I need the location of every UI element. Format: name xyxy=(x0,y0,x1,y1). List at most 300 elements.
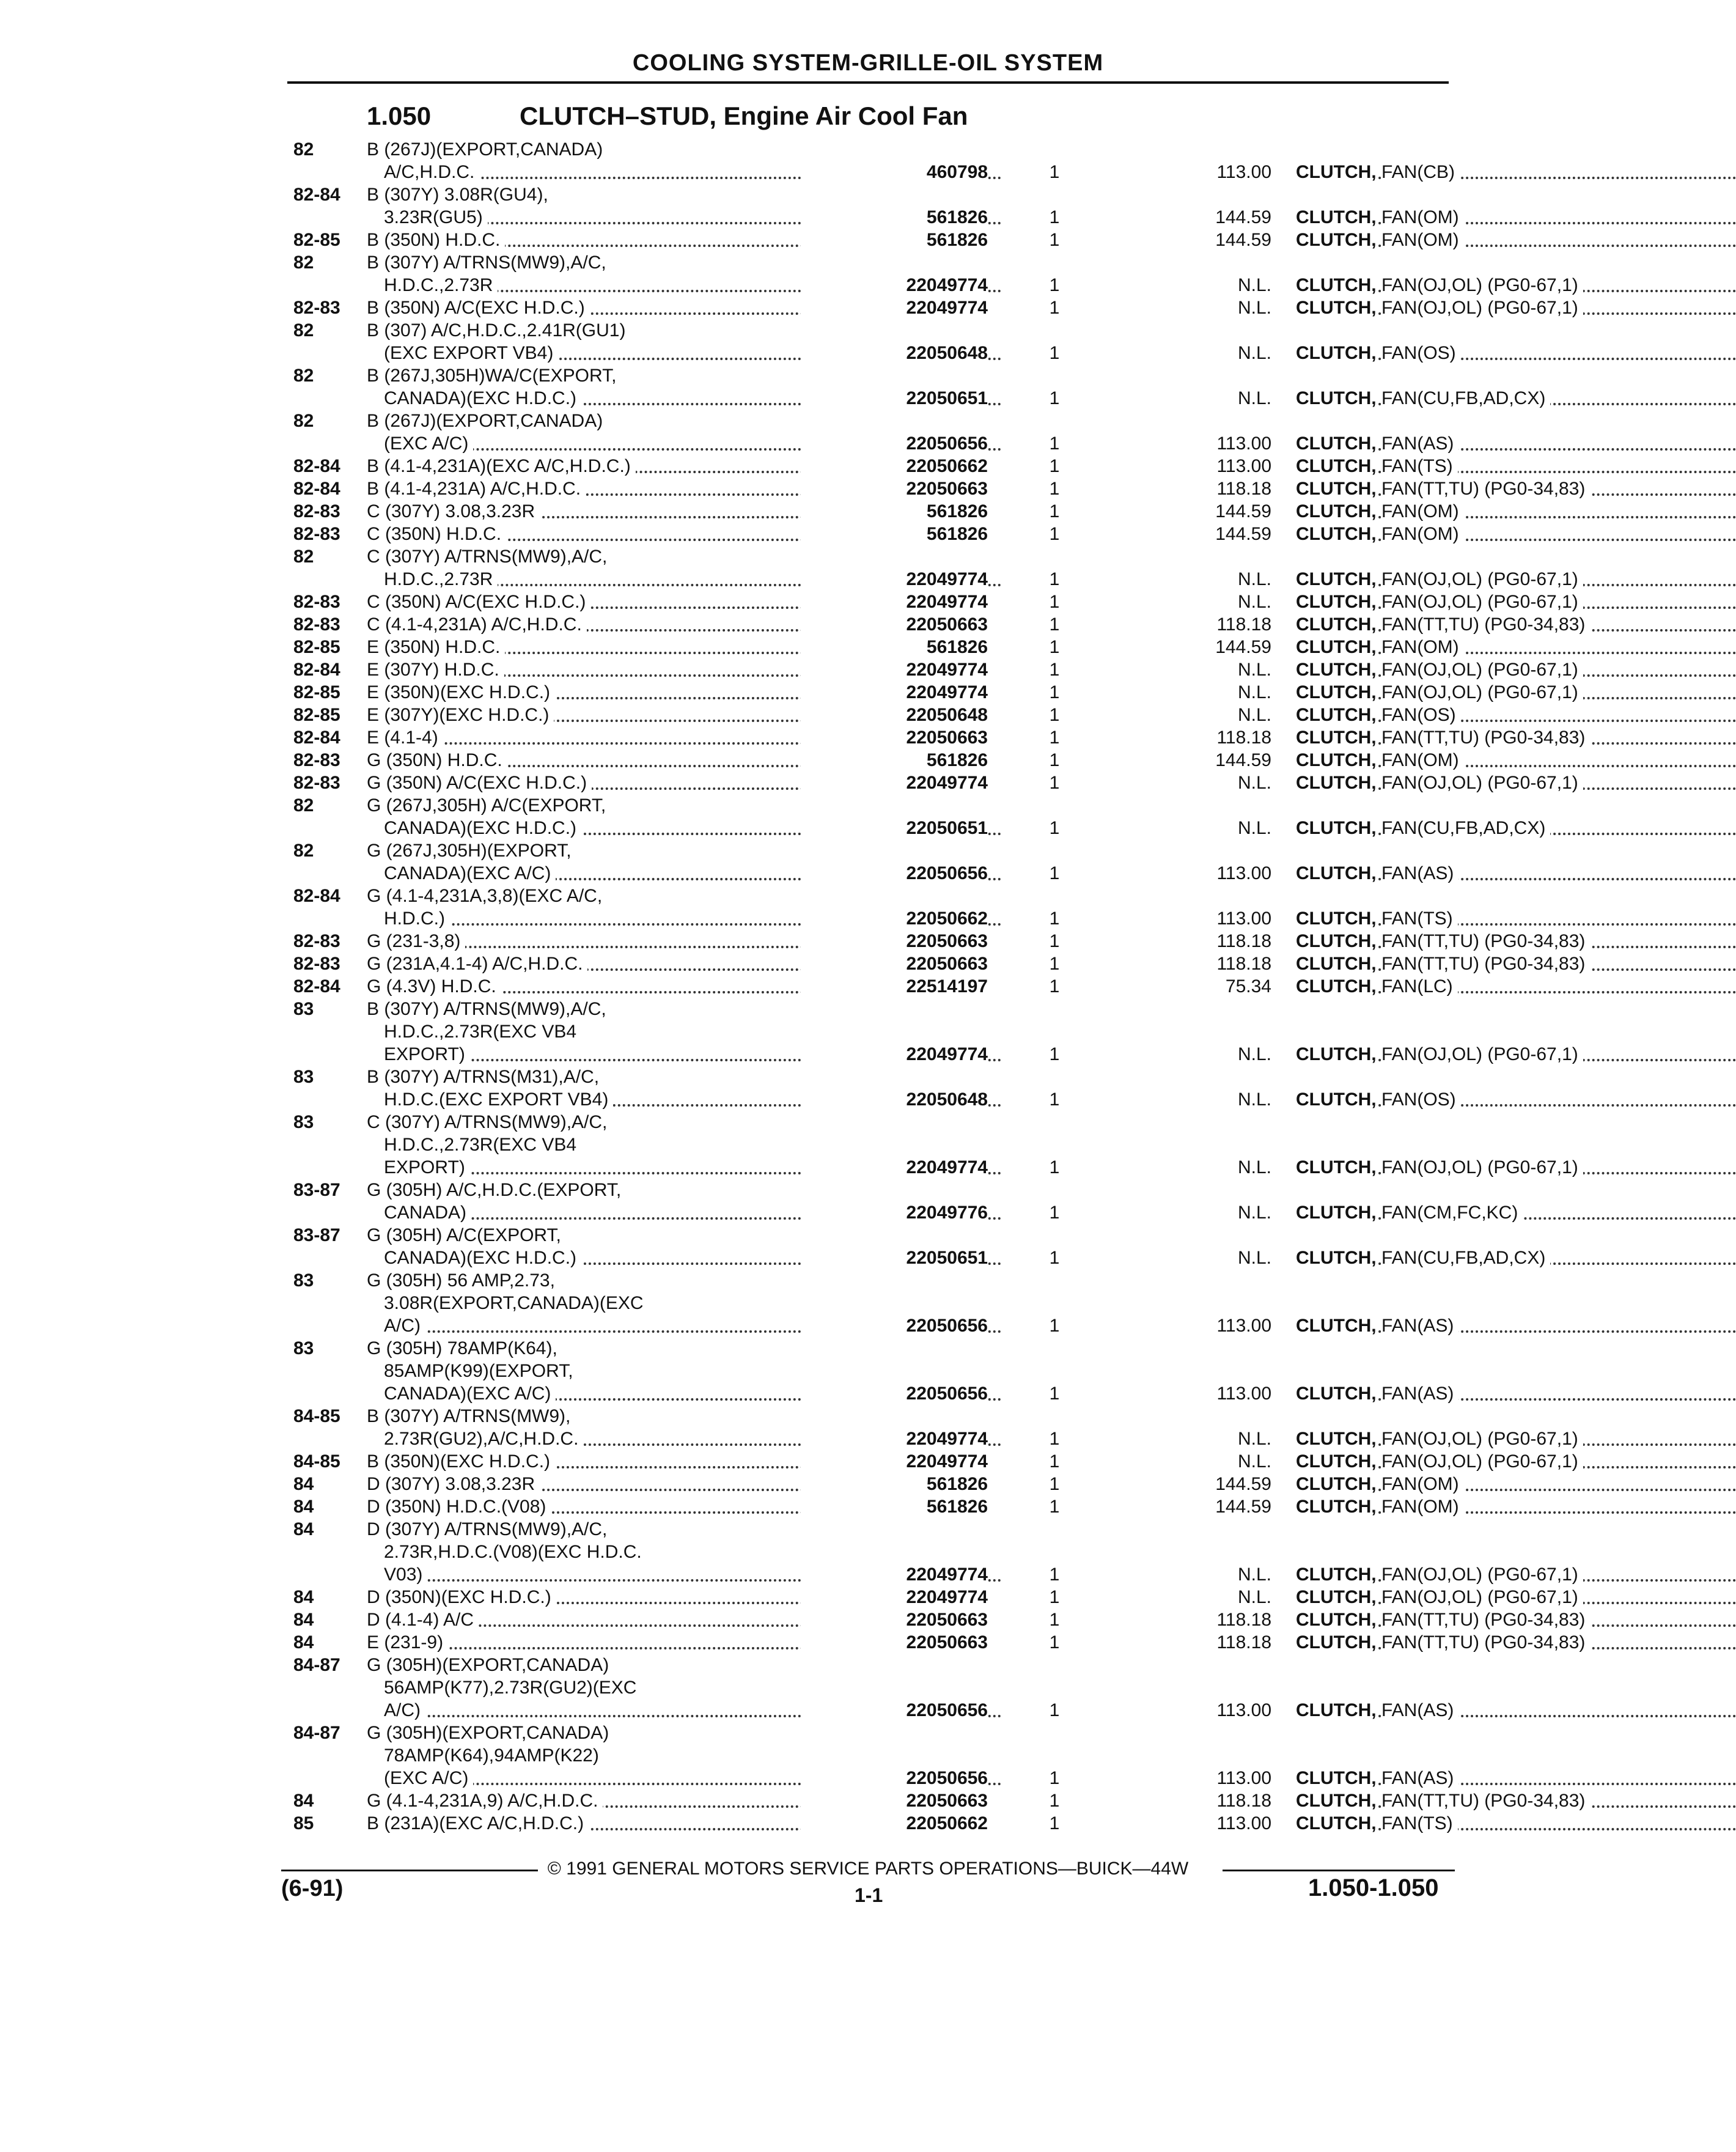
row-description-text: CANADA)(EXC H.D.C.) xyxy=(384,388,581,408)
row-part-name xyxy=(1296,613,1736,636)
row-quantity: 1 xyxy=(1049,1089,1060,1110)
row-description-text: C (307Y) 3.08,3.23R xyxy=(367,501,540,521)
table-row xyxy=(287,1450,1578,1473)
row-part-name xyxy=(1296,477,1736,500)
row-price: N.L. xyxy=(1237,818,1271,838)
row-quantity: 1 xyxy=(1049,908,1060,929)
row-part-name-bold: CLUTCH, xyxy=(1296,275,1377,295)
row-part-number: 561826 xyxy=(801,229,988,251)
row-description-text: G (231A,4.1-4) A/C,H.D.C. xyxy=(367,954,587,974)
row-quantity: 1 xyxy=(1049,207,1060,227)
row-part-name xyxy=(1296,1608,1736,1631)
row-quantity: 1 xyxy=(1049,976,1060,997)
row-part-name xyxy=(1296,1088,1736,1111)
row-quantity: 1 xyxy=(1049,931,1060,951)
row-quantity: 1 xyxy=(1049,1474,1060,1494)
table-row xyxy=(287,1428,1578,1450)
row-part-number: 561826 xyxy=(801,636,988,658)
table-row xyxy=(287,1495,1461,1518)
row-part-name-detail: FAN(TT,TU) (PG0-34,83) xyxy=(1381,479,1590,499)
row-part-name-detail: FAN(TT,TU) (PG0-34,83) xyxy=(1381,614,1590,635)
row-price: 118.18 xyxy=(1216,931,1271,951)
row-quantity: 1 xyxy=(1049,1791,1060,1811)
row-price: N.L. xyxy=(1237,1451,1271,1472)
row-description-text: 3.23R(GU5) xyxy=(384,207,488,227)
row-quantity: 1 xyxy=(1049,1610,1060,1630)
table-row xyxy=(287,1269,1461,1292)
page-header xyxy=(287,50,1449,84)
row-part-name-bold: CLUTCH, xyxy=(1296,1474,1377,1494)
row-part-name-detail: FAN(TS) xyxy=(1381,1813,1458,1833)
table-row xyxy=(287,1088,1461,1111)
row-description-text: G (4.3V) H.D.C. xyxy=(367,976,501,997)
row-part-name-detail: FAN(OM) xyxy=(1381,501,1464,521)
row-part-number: 22049774 xyxy=(801,1450,988,1473)
row-price: N.L. xyxy=(1237,569,1271,589)
row-part-number: 22049774 xyxy=(801,568,988,591)
row-year: 82 xyxy=(293,366,314,386)
row-part-name xyxy=(1296,342,1736,364)
row-price: N.L. xyxy=(1237,275,1271,295)
row-part-name xyxy=(1296,1586,1736,1608)
row-part-name-detail: FAN(OJ,OL) (PG0-67,1) xyxy=(1381,275,1583,295)
row-description-text: G (305H)(EXPORT,CANADA) xyxy=(367,1655,614,1675)
row-part-name xyxy=(1296,726,1736,749)
row-price: 113.00 xyxy=(1216,863,1271,883)
table-row xyxy=(287,500,1461,523)
row-price: N.L. xyxy=(1237,388,1271,408)
row-year: 82-84 xyxy=(293,976,340,997)
row-year: 82-84 xyxy=(293,660,340,680)
row-description-text: 2.73R,H.D.C.(V08)(EXC H.D.C. xyxy=(384,1542,647,1562)
row-part-number: 22050651 xyxy=(801,817,988,839)
row-description-text: EXPORT) xyxy=(384,1157,470,1177)
row-part-number: 561826 xyxy=(801,500,988,523)
row-part-name-bold: CLUTCH, xyxy=(1296,682,1377,702)
row-part-number: 22050656 xyxy=(801,1767,988,1789)
row-description-text: CANADA)(EXC H.D.C.) xyxy=(384,818,581,838)
row-price: N.L. xyxy=(1237,298,1271,318)
row-part-number: 22050663 xyxy=(801,953,988,975)
row-year: 82-84 xyxy=(293,456,340,476)
row-part-name xyxy=(1296,704,1736,726)
row-price: N.L. xyxy=(1237,592,1271,612)
row-description-text: G (4.1-4,231A,9) A/C,H.D.C. xyxy=(367,1791,603,1811)
table-row xyxy=(287,1563,1578,1586)
row-year: 82-85 xyxy=(293,682,340,702)
row-part-name-detail: FAN(TT,TU) (PG0-34,83) xyxy=(1381,1610,1590,1630)
row-part-name-bold: CLUTCH, xyxy=(1296,818,1377,838)
row-part-name-bold: CLUTCH, xyxy=(1296,1157,1377,1177)
table-row xyxy=(287,477,1586,500)
row-part-name-bold: CLUTCH, xyxy=(1296,863,1377,883)
table-row xyxy=(287,885,1461,907)
row-part-name-detail: FAN(OJ,OL) (PG0-67,1) xyxy=(1381,1564,1583,1585)
row-year: 83-87 xyxy=(293,1225,340,1245)
table-row xyxy=(287,1066,1461,1088)
row-description-text: B (307Y) 3.08R(GU4), xyxy=(367,185,553,205)
row-price: 113.00 xyxy=(1216,1813,1271,1833)
row-part-name-detail: FAN(TT,TU) (PG0-34,83) xyxy=(1381,728,1590,748)
row-part-number: 561826 xyxy=(801,749,988,772)
section-heading xyxy=(367,101,968,131)
row-price: 113.00 xyxy=(1216,456,1271,476)
row-description-text: H.D.C.) xyxy=(384,908,450,929)
row-part-name-bold: CLUTCH, xyxy=(1296,705,1377,725)
row-description xyxy=(384,1133,1001,1156)
table-row xyxy=(287,1676,1461,1699)
row-part-name-detail: FAN(AS) xyxy=(1381,1316,1458,1336)
table-row xyxy=(287,229,1461,251)
row-quantity: 1 xyxy=(1049,1700,1060,1720)
row-year: 82-83 xyxy=(293,298,340,318)
row-part-name-detail: FAN(OJ,OL) (PG0-67,1) xyxy=(1381,592,1583,612)
row-part-name xyxy=(1296,772,1736,794)
row-price: N.L. xyxy=(1237,1089,1271,1110)
row-quantity: 1 xyxy=(1049,501,1060,521)
table-row xyxy=(287,1360,1461,1382)
row-description-text: CANADA) xyxy=(384,1203,471,1223)
row-part-number: 22049774 xyxy=(801,1043,988,1066)
row-part-name xyxy=(1296,523,1736,545)
row-part-name-bold: CLUTCH, xyxy=(1296,1089,1377,1110)
row-part-name-detail: FAN(OM) xyxy=(1381,637,1464,657)
table-row xyxy=(287,1179,1461,1201)
row-part-number: 22049774 xyxy=(801,591,988,613)
row-part-name-bold: CLUTCH, xyxy=(1296,1768,1377,1788)
row-part-name xyxy=(1296,568,1736,591)
row-part-name xyxy=(1296,953,1736,975)
table-row xyxy=(287,1314,1461,1337)
row-description-text: (EXC EXPORT VB4) xyxy=(384,343,558,363)
section-title: CLUTCH–STUD, Engine Air Cool Fan xyxy=(520,101,968,130)
row-part-name-bold: CLUTCH, xyxy=(1296,1316,1377,1336)
row-price: 144.59 xyxy=(1215,230,1271,250)
row-part-name-detail: FAN(OM) xyxy=(1381,1474,1464,1494)
row-quantity: 1 xyxy=(1049,750,1060,770)
row-part-name-bold: CLUTCH, xyxy=(1296,1610,1377,1630)
row-quantity: 1 xyxy=(1049,479,1060,499)
row-description-text: B (350N) A/C(EXC H.D.C.) xyxy=(367,298,590,318)
row-part-number: 22049774 xyxy=(801,772,988,794)
row-price: N.L. xyxy=(1237,1157,1271,1177)
row-price: 144.59 xyxy=(1215,524,1271,544)
row-year: 82 xyxy=(293,411,314,431)
row-description-text: 2.73R(GU2),A/C,H.D.C. xyxy=(384,1429,583,1449)
row-quantity: 1 xyxy=(1049,818,1060,838)
row-quantity: 1 xyxy=(1049,433,1060,454)
row-part-name-detail: FAN(OJ,OL) (PG0-67,1) xyxy=(1381,1587,1583,1607)
row-description-text: G (231-3,8) xyxy=(367,931,465,951)
row-description xyxy=(384,1744,1001,1767)
row-year: 84 xyxy=(293,1610,314,1630)
row-price: N.L. xyxy=(1237,343,1271,363)
row-part-name xyxy=(1296,297,1736,319)
row-price: 144.59 xyxy=(1215,207,1271,227)
row-year: 84-87 xyxy=(293,1655,340,1675)
row-part-number: 22050648 xyxy=(801,342,988,364)
row-part-name xyxy=(1296,1450,1736,1473)
row-part-name-bold: CLUTCH, xyxy=(1296,388,1377,408)
row-description-text: 3.08R(EXPORT,CANADA)(EXC xyxy=(384,1293,649,1313)
row-part-number: 22050663 xyxy=(801,1789,988,1812)
row-price: N.L. xyxy=(1237,682,1271,702)
row-description xyxy=(384,1541,1001,1563)
row-part-name xyxy=(1296,1473,1736,1495)
row-part-name-detail: FAN(OJ,OL) (PG0-67,1) xyxy=(1381,1429,1583,1449)
row-quantity: 1 xyxy=(1049,773,1060,793)
row-quantity: 1 xyxy=(1049,162,1060,182)
row-part-name-bold: CLUTCH, xyxy=(1296,1700,1377,1720)
row-part-name-detail: FAN(CU,FB,AD,CX) xyxy=(1381,388,1550,408)
row-part-name-bold: CLUTCH, xyxy=(1296,1451,1377,1472)
row-year: 82-83 xyxy=(293,524,340,544)
row-quantity: 1 xyxy=(1049,343,1060,363)
footer-copyright: © 1991 GENERAL MOTORS SERVICE PARTS OPERATIONS—BUICK—44W xyxy=(281,1859,1455,1879)
table-row xyxy=(287,1247,1546,1269)
row-quantity: 1 xyxy=(1049,863,1060,883)
row-part-name-detail: FAN(TT,TU) (PG0-34,83) xyxy=(1381,1632,1590,1653)
row-year: 82-85 xyxy=(293,230,340,250)
row-part-name-bold: CLUTCH, xyxy=(1296,456,1377,476)
row-part-name xyxy=(1296,229,1736,251)
footer-line xyxy=(281,1857,1455,1882)
row-year: 83 xyxy=(293,1338,314,1358)
row-quantity: 1 xyxy=(1049,614,1060,635)
row-part-name xyxy=(1296,1156,1736,1179)
row-description-text: G (305H)(EXPORT,CANADA) xyxy=(367,1723,614,1743)
table-row xyxy=(287,930,1586,953)
row-description-text: CANADA)(EXC A/C) xyxy=(384,863,556,883)
table-row xyxy=(287,1767,1461,1789)
row-description-text: (EXC A/C) xyxy=(384,1768,473,1788)
row-description-text: 56AMP(K77),2.73R(GU2)(EXC xyxy=(384,1678,641,1698)
row-quantity: 1 xyxy=(1049,1564,1060,1585)
row-part-name-bold: CLUTCH, xyxy=(1296,750,1377,770)
row-price: 144.59 xyxy=(1215,637,1271,657)
row-price: 118.18 xyxy=(1216,954,1271,974)
row-description-text: D (4.1-4) A/C xyxy=(367,1610,479,1630)
row-part-name xyxy=(1296,500,1736,523)
row-part-name-bold: CLUTCH, xyxy=(1296,1587,1377,1607)
row-part-name-detail: FAN(OJ,OL) (PG0-67,1) xyxy=(1381,660,1583,680)
row-part-name-detail: FAN(OJ,OL) (PG0-67,1) xyxy=(1381,569,1583,589)
section-number: 1.050 xyxy=(367,101,432,130)
row-description-text: D (307Y) A/TRNS(MW9),A/C, xyxy=(367,1519,612,1539)
row-part-name xyxy=(1296,817,1736,839)
row-year: 84-87 xyxy=(293,1723,340,1743)
row-year: 83 xyxy=(293,1067,314,1087)
table-row xyxy=(287,1382,1461,1405)
row-description-text: C (350N) H.D.C. xyxy=(367,524,506,544)
row-quantity: 1 xyxy=(1049,524,1060,544)
table-row xyxy=(287,410,1461,432)
row-part-name-bold: CLUTCH, xyxy=(1296,728,1377,748)
row-quantity: 1 xyxy=(1049,637,1060,657)
row-part-name-detail: FAN(OM) xyxy=(1381,1497,1464,1517)
row-part-number: 22050656 xyxy=(801,1382,988,1405)
row-price: N.L. xyxy=(1237,1248,1271,1268)
row-part-name xyxy=(1296,681,1736,704)
row-price: 118.18 xyxy=(1216,1791,1271,1811)
row-part-name-detail: FAN(TS) xyxy=(1381,456,1458,476)
table-row xyxy=(287,907,1461,930)
table-row xyxy=(287,862,1461,885)
row-part-name xyxy=(1296,1699,1736,1722)
row-description xyxy=(367,138,984,161)
row-part-name-detail: FAN(OS) xyxy=(1381,1089,1461,1110)
row-part-number: 22514197 xyxy=(801,975,988,998)
table-row xyxy=(287,1608,1586,1631)
row-year: 83 xyxy=(293,999,314,1019)
row-year: 83-87 xyxy=(293,1180,340,1200)
row-description-text: B (267J,305H)WA/C(EXPORT, xyxy=(367,366,621,386)
row-description xyxy=(384,1360,1001,1382)
row-part-name-bold: CLUTCH, xyxy=(1296,637,1377,657)
table-row xyxy=(287,183,1461,206)
table-row xyxy=(287,1156,1578,1179)
table-row xyxy=(287,251,1461,274)
footer-date: (6-91) xyxy=(281,1876,344,1901)
row-part-number: 22050648 xyxy=(801,704,988,726)
table-row xyxy=(287,1473,1461,1495)
row-year: 82-84 xyxy=(293,185,340,205)
row-description-text: B (350N)(EXC H.D.C.) xyxy=(367,1451,555,1472)
table-row xyxy=(287,1699,1461,1722)
row-description-text: C (350N) A/C(EXC H.D.C.) xyxy=(367,592,590,612)
row-part-number: 22049776 xyxy=(801,1201,988,1224)
row-description xyxy=(367,1066,984,1088)
row-part-name-bold: CLUTCH, xyxy=(1296,343,1377,363)
table-row xyxy=(287,319,1461,342)
row-description xyxy=(367,364,984,387)
table-row xyxy=(287,749,1461,772)
row-part-name-detail: FAN(CU,FB,AD,CX) xyxy=(1381,1248,1550,1268)
row-part-name-detail: FAN(AS) xyxy=(1381,433,1458,454)
row-part-name-bold: CLUTCH, xyxy=(1296,931,1377,951)
row-part-name xyxy=(1296,1495,1736,1518)
row-part-number: 22050663 xyxy=(801,1608,988,1631)
row-part-name-detail: FAN(OM) xyxy=(1381,207,1464,227)
table-row xyxy=(287,1337,1461,1360)
row-description-text: G (350N) H.D.C. xyxy=(367,750,507,770)
row-part-name-bold: CLUTCH, xyxy=(1296,976,1377,997)
table-row xyxy=(287,138,1461,161)
row-part-name-bold: CLUTCH, xyxy=(1296,1564,1377,1585)
row-part-name xyxy=(1296,975,1736,998)
row-description xyxy=(367,1518,984,1541)
row-quantity: 1 xyxy=(1049,660,1060,680)
row-description-text: D (350N) H.D.C.(V08) xyxy=(367,1497,551,1517)
row-part-name-detail: FAN(CB) xyxy=(1381,162,1460,182)
row-quantity: 1 xyxy=(1049,388,1060,408)
row-year: 82-84 xyxy=(293,479,340,499)
row-part-name-detail: FAN(OJ,OL) (PG0-67,1) xyxy=(1381,1044,1583,1064)
row-year: 84-85 xyxy=(293,1406,340,1426)
row-part-name-detail: FAN(TT,TU) (PG0-34,83) xyxy=(1381,1791,1590,1811)
row-year: 84 xyxy=(293,1497,314,1517)
row-description xyxy=(367,1337,984,1360)
row-description-text: A/C,H.D.C. xyxy=(384,162,479,182)
row-description-text: E (4.1-4) xyxy=(367,728,443,748)
row-price: 113.00 xyxy=(1216,162,1271,182)
row-part-name xyxy=(1296,1631,1736,1654)
row-part-name-detail: FAN(OJ,OL) (PG0-67,1) xyxy=(1381,298,1583,318)
row-price: 118.18 xyxy=(1216,728,1271,748)
row-description xyxy=(367,545,984,568)
row-part-number: 22050656 xyxy=(801,1314,988,1337)
footer-section-code: 1.050-1.050 xyxy=(1308,1874,1439,1901)
row-description-text: B (231A)(EXC A/C,H.D.C.) xyxy=(367,1813,589,1833)
row-description xyxy=(367,839,984,862)
row-year: 82 xyxy=(293,320,314,341)
row-part-name-detail: FAN(TS) xyxy=(1381,908,1458,929)
table-row xyxy=(287,1405,1461,1428)
table-row xyxy=(287,953,1586,975)
footer-page-number: 1-1 xyxy=(855,1884,883,1906)
table-row xyxy=(287,591,1578,613)
row-description xyxy=(367,885,984,907)
row-description-text: B (4.1-4,231A)(EXC A/C,H.D.C.) xyxy=(367,456,636,476)
row-quantity: 1 xyxy=(1049,1316,1060,1336)
row-description-text: G (267J,305H) A/C(EXPORT, xyxy=(367,795,611,816)
row-part-name xyxy=(1296,1043,1736,1066)
row-year: 84 xyxy=(293,1632,314,1653)
row-price: 113.00 xyxy=(1216,1700,1271,1720)
row-part-name-bold: CLUTCH, xyxy=(1296,569,1377,589)
row-price: 113.00 xyxy=(1216,1768,1271,1788)
table-row xyxy=(287,1586,1578,1608)
row-part-number: 22050656 xyxy=(801,1699,988,1722)
row-description-text: B (307Y) A/TRNS(MW9), xyxy=(367,1406,575,1426)
row-year: 85 xyxy=(293,1813,314,1833)
row-part-name-bold: CLUTCH, xyxy=(1296,954,1377,974)
row-price: 144.59 xyxy=(1215,1474,1271,1494)
row-part-number: 22050656 xyxy=(801,862,988,885)
row-part-name xyxy=(1296,1812,1736,1835)
row-price: 118.18 xyxy=(1216,1610,1271,1630)
row-part-name-bold: CLUTCH, xyxy=(1296,207,1377,227)
row-year: 82-83 xyxy=(293,931,340,951)
row-part-name xyxy=(1296,636,1736,658)
table-row xyxy=(287,1812,1461,1835)
row-price: N.L. xyxy=(1237,773,1271,793)
table-row xyxy=(287,387,1546,410)
row-part-name xyxy=(1296,274,1736,297)
row-part-name xyxy=(1296,1382,1736,1405)
row-quantity: 1 xyxy=(1049,1632,1060,1653)
row-price: 118.18 xyxy=(1216,1632,1271,1653)
row-year: 82-83 xyxy=(293,614,340,635)
table-row xyxy=(287,568,1578,591)
table-row xyxy=(287,161,1461,183)
row-description xyxy=(367,1405,984,1428)
row-price: 75.34 xyxy=(1225,976,1271,997)
table-row xyxy=(287,274,1578,297)
row-year: 84 xyxy=(293,1474,314,1494)
row-description xyxy=(367,319,984,342)
row-quantity: 1 xyxy=(1049,298,1060,318)
row-part-name xyxy=(1296,658,1736,681)
row-price: 113.00 xyxy=(1216,1316,1271,1336)
row-part-number: 561826 xyxy=(801,1495,988,1518)
row-quantity: 1 xyxy=(1049,1384,1060,1404)
row-part-name-detail: FAN(OM) xyxy=(1381,524,1464,544)
row-part-name-bold: CLUTCH, xyxy=(1296,1429,1377,1449)
row-description-text: C (307Y) A/TRNS(MW9),A/C, xyxy=(367,547,612,567)
row-description-text: H.D.C.,2.73R(EXC VB4 xyxy=(384,1135,581,1155)
row-part-number: 22050663 xyxy=(801,613,988,636)
